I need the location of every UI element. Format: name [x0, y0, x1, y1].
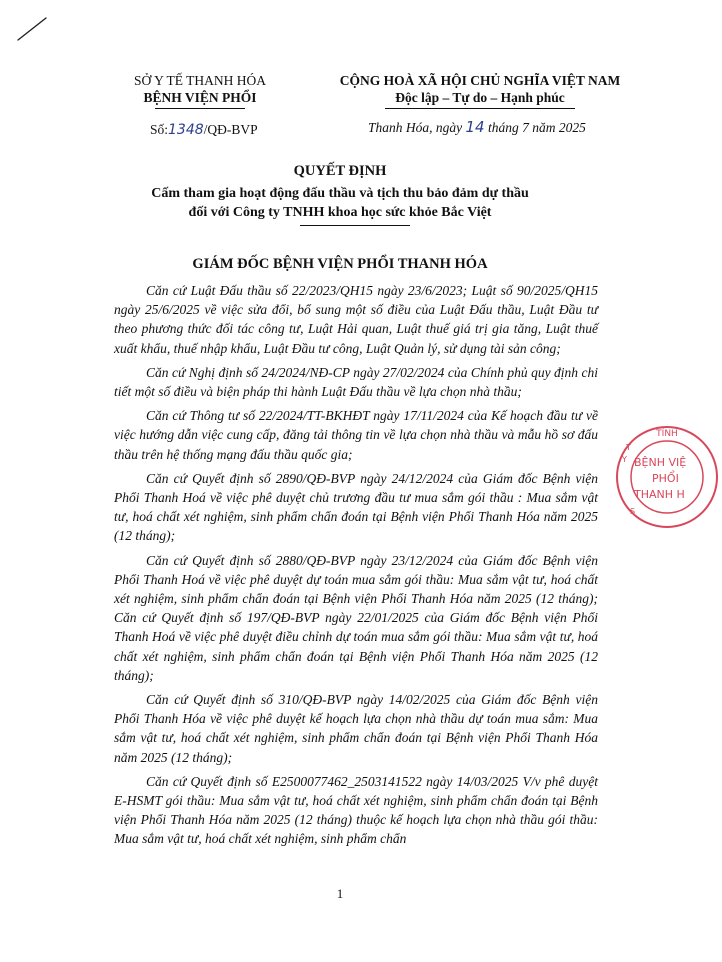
svg-text:Y: Y [622, 455, 627, 464]
issuer-heading: GIÁM ĐỐC BỆNH VIỆN PHỔI THANH HÓA [192, 256, 488, 272]
hospital-underline [155, 108, 245, 109]
page-number: 1 [336, 886, 344, 901]
national-header [315, 72, 645, 109]
hospital-name: BỆNH VIỆN PHỔI [143, 90, 257, 105]
nation-name: CỘNG HOÀ XÃ HỘI CHỦ NGHĨA VIỆT NAM [339, 73, 621, 88]
subject-underline [300, 225, 410, 226]
paragraph: Căn cứ Thông tư số 22/2024/TT-BKHĐT ngày 17/11/2024 của Kế hoạch đầu tư về việc hướng dẫn việc cung cấp, đăng tải thông tin về lựa chọn nhà thầu và mẫu hồ sơ đấu thầu trên hệ thống mạng đấu thầu quốc gia; [114, 408, 598, 462]
paragraph: Căn cứ Luật Đấu thầu số 22/2023/QH15 ngày 23/6/2023; Luật số 90/2025/QH15 ngày 25/6/2025 về việc sửa đổi, bổ sung một số điều của Luật Đấu thầu, Luật Đầu tư theo phương thức đối tác công tư, Luật Hải quan, Luật thuế giá trị gia tăng, Luật thuế xuất khẩu, thuế nhập khẩu, Luật Đầu tư công, Luật Quản lý, sử dụng tài sản công; [114, 283, 598, 356]
svg-text:BỆNH VIỆ: BỆNH VIỆ [634, 456, 687, 469]
svg-text:T: T [626, 443, 631, 452]
svg-text:S: S [630, 507, 636, 516]
svg-text:TỈNH: TỈNH [656, 429, 678, 439]
docno-suffix: /QĐ-BVP [203, 122, 258, 137]
agency-name: SỞ Y TẾ THANH HÓA [133, 73, 266, 88]
docno-prefix: Số: [150, 122, 169, 137]
document-title: QUYẾT ĐỊNH [293, 163, 387, 179]
official-seal [612, 422, 722, 532]
paragraph: Căn cứ Quyết định số 2880/QĐ-BVP ngày 23/12/2024 của Giám đốc Bệnh viện Phổi Thanh Hoá về việc phê duyệt dự toán mua sắm gói thầu: Mua sắm vật tư, hoá chất xét nghiệm, sinh phẩm chẩn đoán tại Bệnh viện Phổi Thanh Hóa năm 2025 (12 tháng); Căn cứ Quyết định số 197/QĐ-BVP ngày 22/01/2025 của Giám đốc Bệnh viện Phổi Thanh Hoá về việc phê duyệt điều chỉnh dự toán mua sắm gói thầu: Mua sắm vật tư, hoá chất xét nghiệm, sinh phẩm chẩn đoán tại Bệnh viện Phổi Thanh Hóa năm 2025 (12 tháng); [114, 552, 598, 683]
date-line [368, 118, 586, 136]
svg-text:PHỔI: PHỔI [652, 472, 679, 485]
date-day-handwritten: 14 [465, 118, 485, 136]
paragraph: Căn cứ Nghị định số 24/2024/NĐ-CP ngày 27/02/2024 của Chính phủ quy định chi tiết một số điều và biện pháp thi hành Luật Đấu thầu về lựa chọn nhà thầu; [114, 364, 598, 400]
handwritten-mark [14, 14, 50, 44]
svg-text:THANH H: THANH H [634, 488, 685, 501]
paragraph: Căn cứ Quyết định số 310/QĐ-BVP ngày 14/02/2025 của Giám đốc Bệnh viện Phổi Thanh Hóa về việc phê duyệt kế hoạch lựa chọn nhà thầu dự toán mua sắm: Mua sắm vật tư, hoá chất xét nghiệm, sinh phẩm chẩn đoán tại Bệnh viện Phổi Thanh Hóa năm 2025 (12 tháng); [114, 692, 598, 765]
date-suffix: tháng 7 năm 2025 [484, 120, 586, 135]
paragraph: Căn cứ Quyết định số 2890/QĐ-BVP ngày 24/12/2024 của Giám đốc Bệnh viện Phổi Thanh Hoá về việc phê duyệt chủ trương đầu tư mua sắm gói thầu : Mua sắm vật tư, hoá chất xét nghiệm, sinh phẩm chẩn đoán tại Bệnh viện Phổi Thanh Hóa năm 2025 (12 tháng); [114, 470, 598, 544]
agency-header [100, 72, 300, 109]
document-subject [90, 184, 590, 222]
document-number [150, 122, 258, 138]
paragraph: Căn cứ Quyết định số E2500077462_2503141522 ngày 14/03/2025 V/v phê duyệt E-HSMT gói thầu: Mua sắm vật tư, hoá chất xét nghiệm, sinh phẩm chẩn đoán tại Bệnh viện Phổi Thanh Hóa năm 2025 (12 tháng) thuộc kế hoạch lựa chọn nhà thầu gói thầu: Mua sắm vật tư, hoá chất xét nghiệm, sinh phẩm chẩn [114, 773, 598, 847]
national-motto: Độc lập – Tự do – Hạnh phúc [395, 90, 565, 105]
legal-basis [114, 281, 598, 854]
motto-underline [385, 108, 575, 109]
subject-line-1: Cấm tham gia hoạt động đấu thầu và tịch thu bảo đảm dự thầu [151, 186, 529, 201]
docno-handwritten: 1348 [168, 122, 204, 138]
date-prefix: Thanh Hóa, ngày [368, 120, 466, 135]
subject-line-2: đối với Công ty TNHH khoa học sức khỏe Bắc Việt [188, 205, 492, 220]
